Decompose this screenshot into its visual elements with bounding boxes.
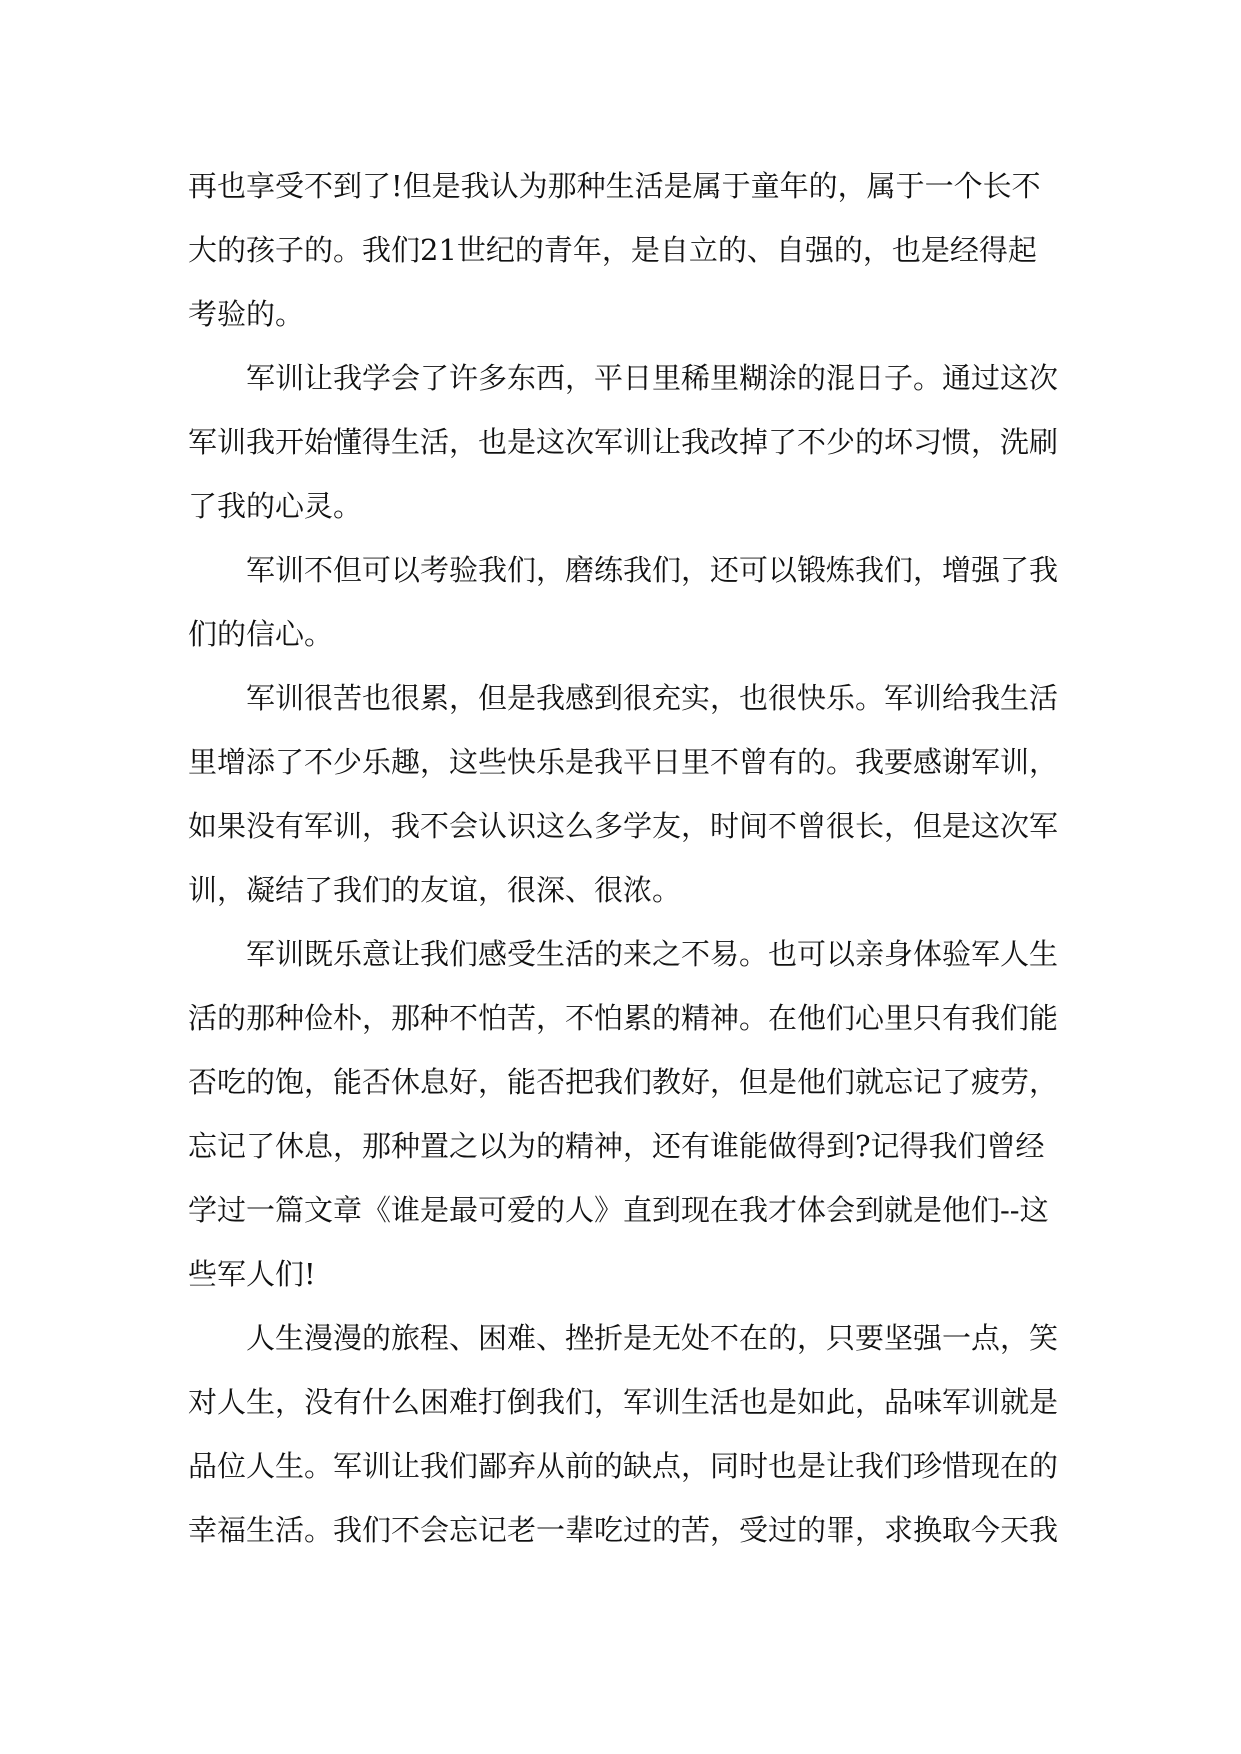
text-line: 军训很苦也很累，但是我感到很充实，也很快乐。军训给我生活 — [246, 681, 1059, 715]
text-line: 里增添了不少乐趣，这些快乐是我平日里不曾有的。我要感谢军训， — [188, 745, 1059, 779]
text-line: 如果没有军训，我不会认识这么多学友，时间不曾很长，但是这次军 — [188, 809, 1059, 843]
paragraph-5 — [188, 922, 1068, 1306]
text-line: 军训既乐意让我们感受生活的来之不易。也可以亲身体验军人生 — [246, 937, 1059, 971]
text-line: 大的孩子的。我们21世纪的青年，是自立的、自强的，也是经得起 — [188, 233, 1037, 267]
text-line: 再也享受不到了!但是我认为那种生活是属于童年的，属于一个长不 — [188, 169, 1041, 203]
text-line: 些军人们! — [188, 1257, 316, 1291]
paragraph-6 — [188, 1306, 1068, 1562]
paragraph-2 — [188, 346, 1068, 538]
text-line: 了我的心灵。 — [188, 489, 363, 523]
text-line: 军训我开始懂得生活，也是这次军训让我改掉了不少的坏习惯，洗刷 — [188, 425, 1059, 459]
text-line: 否吃的饱，能否休息好，能否把我们教好，但是他们就忘记了疲劳， — [188, 1065, 1059, 1099]
document-body — [188, 154, 1068, 1562]
text-line: 幸福生活。我们不会忘记老一辈吃过的苦，受过的罪，求换取今天我 — [188, 1513, 1059, 1547]
text-line: 品位人生。军训让我们鄙弃从前的缺点，同时也是让我们珍惜现在的 — [188, 1449, 1059, 1483]
paragraph-3 — [188, 538, 1068, 666]
text-line: 军训让我学会了许多东西，平日里稀里糊涂的混日子。通过这次 — [246, 361, 1059, 395]
text-line: 军训不但可以考验我们，磨练我们，还可以锻炼我们，增强了我 — [246, 553, 1059, 587]
paragraph-4 — [188, 666, 1068, 922]
text-line: 考验的。 — [188, 297, 305, 331]
text-line: 忘记了休息，那种置之以为的精神，还有谁能做得到?记得我们曾经 — [188, 1129, 1045, 1163]
text-line: 们的信心。 — [188, 617, 334, 651]
text-line: 训，凝结了我们的友谊，很深、很浓。 — [188, 873, 682, 907]
text-line: 人生漫漫的旅程、困难、挫折是无处不在的，只要坚强一点，笑 — [246, 1321, 1059, 1355]
text-line: 对人生，没有什么困难打倒我们，军训生活也是如此，品味军训就是 — [188, 1385, 1059, 1419]
text-line: 学过一篇文章《谁是最可爱的人》直到现在我才体会到就是他们--这 — [188, 1193, 1049, 1227]
paragraph-1 — [188, 154, 1068, 346]
text-line: 活的那种俭朴，那种不怕苦，不怕累的精神。在他们心里只有我们能 — [188, 1001, 1059, 1035]
